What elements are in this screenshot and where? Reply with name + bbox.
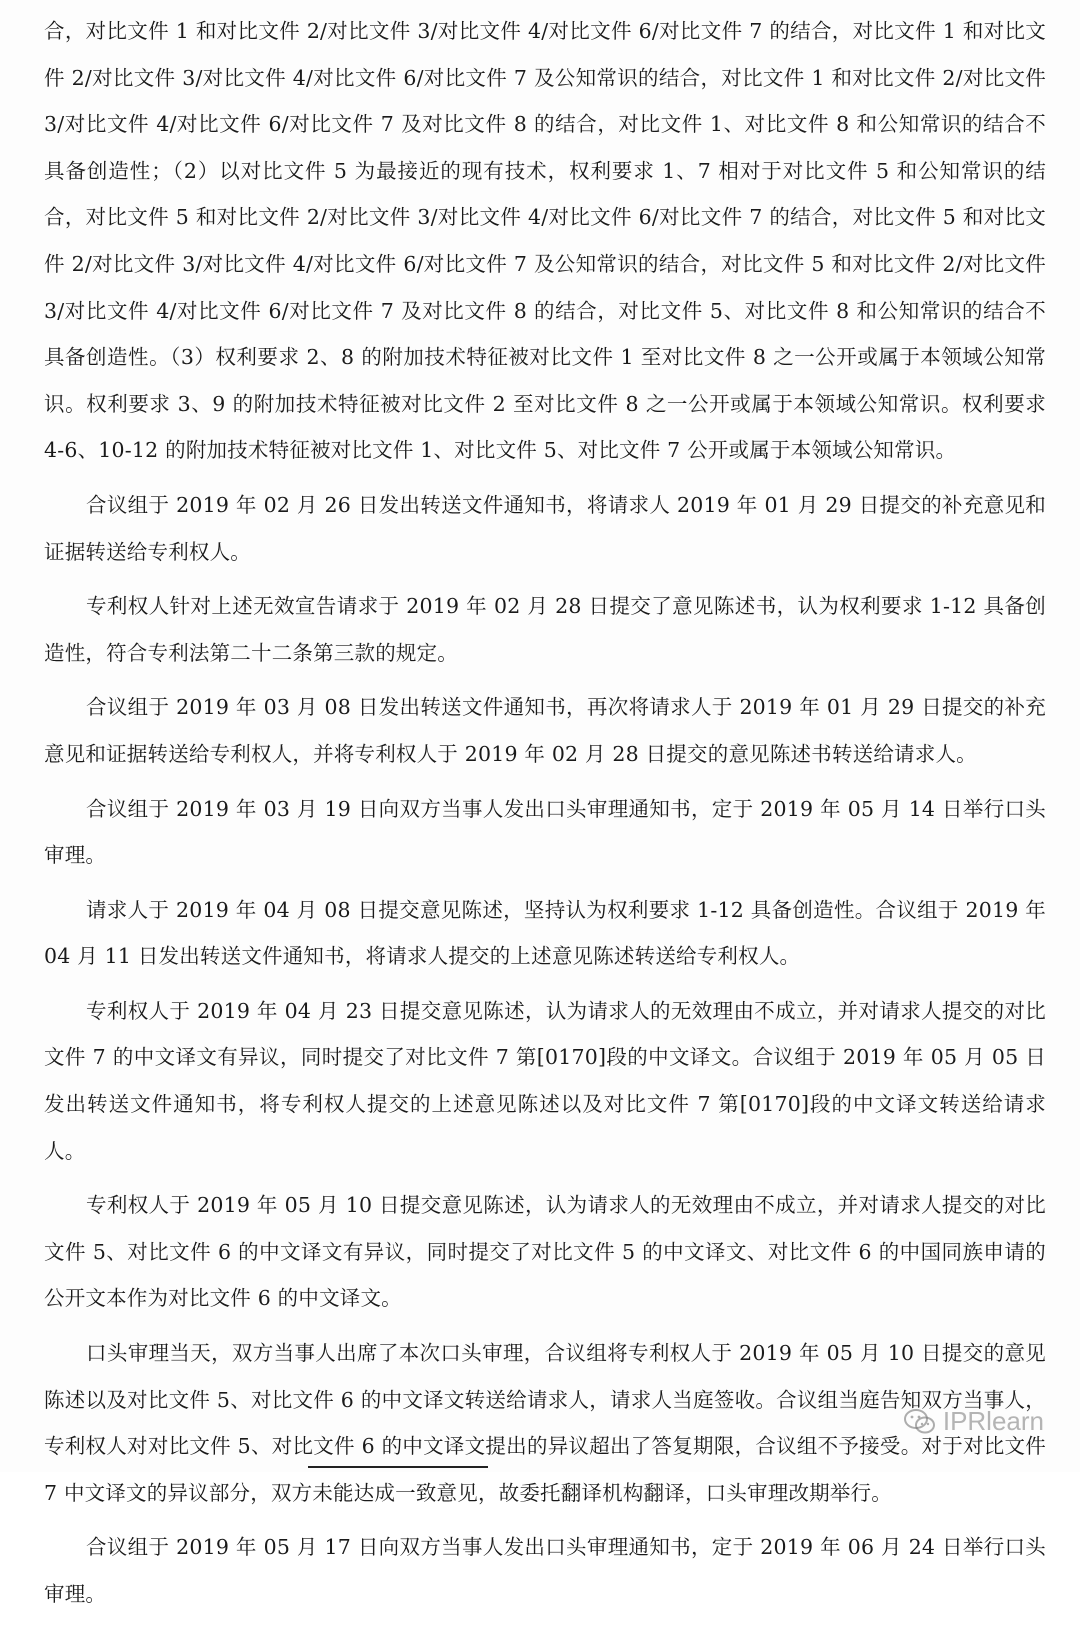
- paragraph: 合议组于 2019 年 03 月 08 日发出转送文件通知书，再次将请求人于 2019 年 01 月 29 日提交的补充意见和证据转送给专利权人，并将专利权人于 2019 年 02 月 28 日提交的意见陈述书转送给请求人。: [44, 695, 1046, 766]
- paragraph-continued: 合，对比文件 1 和对比文件 2/对比文件 3/对比文件 4/对比文件 6/对比文件 7 的结合，对比文件 1 和对比文件 2/对比文件 3/对比文件 4/对比文件 6/对比文件 7 及公知常识的结合，对比文件 1 和对比文件 2/对比文件 3/对比文件 4/对比文件 6/对比文件 7 及对比文件 8 的结合，对比文件 1、对比文件 8 和公知常识的结合不具备创造性；（2）以对比文件 5 为最接近的现有技术，权利要求 1、7 相对于对比文件 5 和公知常识的结合，对比文件 5 和对比文件 2/对比文件 3/对比文件 4/对比文件 6/对比文件 7 的结合，对比文件 5 和对比文件 2/对比文件 3/对比文件 4/对比文件 6/对比文件 7 及公知常识的结合，对比文件 5 和对比文件 2/对比文件 3/对比文件 4/对比文件 6/对比文件 7 及对比文件 8 的结合，对比文件 5、对比文件 8 和公知常识的结合不具备创造性。（3）权利要求 2、8 的附加技术特征被对比文件 1 至对比文件 8 之一公开或属于本领域公知常识。权利要求 3、9 的附加技术特征被对比文件 2 至对比文件 8 之一公开或属于本领域公知常识。权利要求 4-6、10-12 的附加技术特征被对比文件 1、对比文件 5、对比文件 7 公开或属于本领域公知常识。: [44, 19, 1046, 463]
- paragraph: 专利权人于 2019 年 04 月 23 日提交意见陈述，认为请求人的无效理由不成立，并对请求人提交的对比文件 7 的中文译文有异议，同时提交了对比文件 7 第[0170]段的中文译文。合议组于 2019 年 05 月 05 日发出转送文件通知书，将专利权人提交的上述意见陈述以及对比文件 7 第[0170]段的中文译文转送给请求人。: [44, 998, 1046, 1163]
- paragraph: 专利权人于 2019 年 05 月 10 日提交意见陈述，认为请求人的无效理由不成立，并对请求人提交的对比文件 5、对比文件 6 的中文译文有异议，同时提交了对比文件 5 的中文译文、对比文件 6 的中国同族申请的公开文本作为对比文件 6 的中文译文。: [44, 1193, 1046, 1311]
- paragraph: 专利权人针对上述无效宣告请求于 2019 年 02 月 28 日提交了意见陈述书，认为权利要求 1-12 具备创造性，符合专利法第二十二条第三款的规定。: [44, 594, 1046, 665]
- paragraph: 口头审理当天，双方当事人出席了本次口头审理，合议组将专利权人于 2019 年 05 月 10 日提交的意见陈述以及对比文件 5、对比文件 6 的中文译文转送给请求人，请求人当庭签收。合议组当庭告知双方当事人，专利权人对对比文件 5、对比文件 6 的中文译文提出的异议超出了答复期限，合议组不予接受。对于对比文件 7 中文译文的异议部分，双方未能达成一致意见，故委托翻译机构翻译，口头审理改期举行。: [44, 1341, 1046, 1505]
- paragraph: 请求人于 2019 年 04 月 08 日提交意见陈述，坚持认为权利要求 1-12 具备创造性。合议组于 2019 年 04 月 11 日发出转送文件通知书，将请求人提交的上述意见陈述转送给专利权人。: [44, 897, 1046, 969]
- paragraph: 合议组于 2019 年 02 月 26 日发出转送文件通知书，将请求人 2019 年 01 月 29 日提交的补充意见和证据转送给专利权人。: [44, 492, 1046, 564]
- paragraph: 合议组于 2019 年 03 月 19 日向双方当事人发出口头审理通知书，定于 2019 年 05 月 14 日举行口头审理。: [44, 796, 1046, 868]
- wechat-icon: [903, 1408, 937, 1436]
- paragraph: 合议组于 2019 年 05 月 17 日向双方当事人发出口头审理通知书，定于 2019 年 06 月 24 日举行口头审理。: [44, 1535, 1046, 1606]
- document-body: [44, 8, 1046, 1626]
- watermark-text: IPRlearn: [942, 1406, 1044, 1436]
- watermark: [903, 1406, 1044, 1437]
- footer-divider: [308, 1466, 488, 1468]
